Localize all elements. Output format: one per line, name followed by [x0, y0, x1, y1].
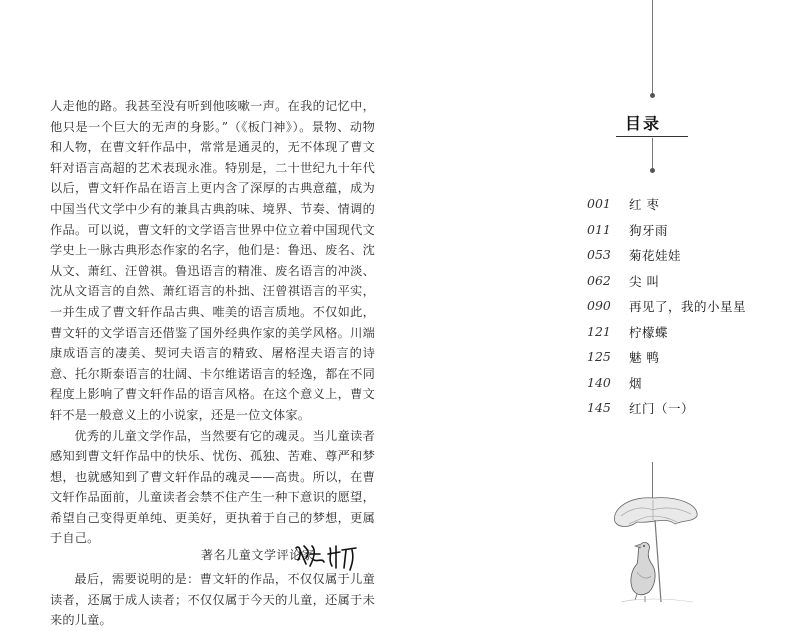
toc-chapter-title: 红门（一）	[629, 401, 695, 416]
preface-page	[0, 0, 395, 628]
toc-title: 目录	[625, 114, 662, 133]
toc-chapter-title: 柠檬蝶	[629, 324, 669, 340]
toc-item[interactable]	[587, 400, 767, 426]
toc-page-number: 090	[587, 298, 611, 313]
toc-page-number: 145	[587, 400, 611, 415]
preface-paragraph: 优秀的儿童文学作品，当然要有它的魂灵。当儿童读者感知到曹文轩作品中的快乐、忧伤、孤独、苦难、尊严和梦想，也就感知到了曹文轩作品的魂灵——高贵。所以，在曹文轩作品面前，儿童读者会禁不住产生一种下意识的愿望，希望自己变得更单纯、更美好，更执着于自己的梦想，更属于自己。	[50, 428, 375, 546]
toc-item[interactable]	[587, 375, 767, 401]
decorative-line	[652, 0, 653, 95]
signature-title: 著名儿童文学评论家	[201, 548, 315, 562]
toc-page-number: 053	[587, 247, 611, 262]
toc-chapter-title: 红 枣	[629, 197, 660, 212]
toc-item[interactable]	[587, 324, 767, 350]
signature	[0, 540, 395, 574]
toc-item[interactable]	[587, 222, 767, 248]
lotus-leaf-duck-illustration	[607, 486, 707, 606]
preface-paragraph: 最后，需要说明的是：曹文轩的作品，不仅仅属于儿童读者，还属于成人读者；不仅仅属于今天的儿童，还属于未来的儿童。	[50, 572, 375, 628]
toc-chapter-title: 狗牙雨	[629, 222, 669, 238]
preface-paragraph: 人走他的路。我甚至没有听到他咳嗽一声。在我的记忆中，他只是一个巨大的无声的身影。”（《板门神》）。景物、动物和人物，在曹文轩作品中，常常是通灵的，无不体现了曹文轩对语言高超的艺术表现永准。特别是，二十世纪九十年代以后，曹文轩作品在语言上更内含了深厚的古典意蕴，成为中国当代文学中少有的兼具古典韵味、境界、节奏、情调的作品。可以说，曹文轩的文学语言世界中位立着中国现代文学史上一脉古典形态作家的名字，他们是：鲁迅、废名、沈从文、萧红、汪曾祺。鲁迅语言的精准、废名语言的冲淡、沈从文语言的自然、萧红语言的朴拙、汪曾祺语言的平实，一并生成了曹文轩作品古典、唯美的语言质地。不仅如此，曹文轩的文学语言还借鉴了国外经典作家的美学风格。川端康成语言的凄美、契诃夫语言的精致、屠格涅夫语言的诗意、托尔斯泰语言的壮阔、卡尔维诺语言的轻逸，都在不同程度上影响了曹文轩作品的语言风格。在这个意义上，曹文轩不是一般意义上的小说家，还是一位文体家。	[50, 99, 375, 422]
toc-chapter-title: 烟	[629, 375, 643, 391]
toc-chapter-title: 菊花娃娃	[629, 248, 682, 263]
toc-page-number: 140	[587, 374, 611, 390]
toc-title-underline	[616, 136, 688, 137]
decorative-dot	[650, 93, 655, 98]
toc-chapter-title: 再见了，我的小星星	[629, 299, 747, 314]
toc-page-number: 121	[587, 323, 611, 339]
toc-page-number: 062	[587, 272, 611, 288]
toc-chapter-title: 魅 鸭	[629, 350, 660, 365]
decorative-dot	[650, 168, 655, 173]
toc-chapter-title: 尖 叫	[629, 273, 660, 289]
toc-page-number: 011	[587, 221, 611, 237]
toc-page	[395, 0, 790, 612]
toc-item[interactable]	[587, 273, 767, 299]
toc-page-number: 001	[587, 196, 611, 211]
toc-item[interactable]	[587, 349, 767, 375]
decorative-line	[652, 138, 653, 170]
toc-page-number: 125	[587, 349, 611, 364]
toc-item[interactable]	[587, 247, 767, 273]
toc-item[interactable]	[587, 298, 767, 324]
toc-item[interactable]	[587, 196, 767, 222]
handwritten-signature	[292, 540, 362, 572]
toc-list	[587, 196, 767, 426]
